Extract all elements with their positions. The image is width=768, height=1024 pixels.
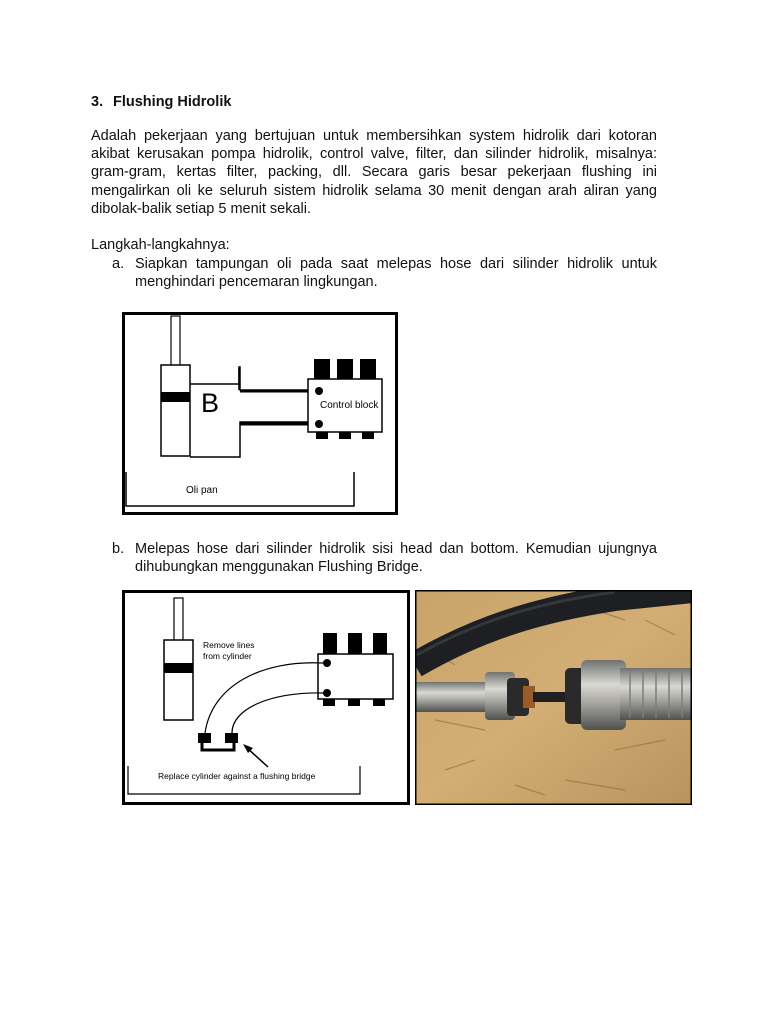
valve-top — [348, 633, 362, 654]
remove-label-line1: Remove lines — [203, 640, 255, 650]
oil-pan-label: Oli pan — [186, 485, 218, 496]
port-dot — [315, 420, 323, 428]
paragraph-line: dibolak-balik setiap 5 menit sekali. — [91, 200, 312, 217]
valve-top — [314, 359, 330, 379]
valve-top — [337, 359, 353, 379]
step-text — [135, 255, 657, 291]
step-line: menghindari pencemaran lingkungan. — [135, 274, 378, 291]
steps-title: Langkah-langkahnya: — [91, 237, 230, 253]
valve-bottom — [373, 699, 385, 706]
section-title: Flushing Hidrolik — [113, 94, 232, 110]
paragraph-line: gram-gram, kertas filter, packing, dll. Secara garis besar pekerjaan flushing ini — [91, 164, 657, 181]
oil-pan-diagram — [122, 312, 398, 515]
step-text — [135, 540, 657, 576]
flushing-bridge-diagram — [122, 590, 410, 805]
cylinder-body — [161, 365, 190, 456]
step-item-a — [112, 255, 657, 295]
step-marker: b. — [112, 541, 125, 557]
step-line: dihubungkan menggunakan Flushing Bridge. — [135, 559, 423, 576]
cylinder-piston — [161, 392, 190, 402]
port-dot — [315, 387, 323, 395]
valve-bottom — [316, 432, 328, 439]
valve-top — [373, 633, 387, 654]
port-dot — [323, 659, 331, 667]
valve-bottom — [323, 699, 335, 706]
valve-bottom — [339, 432, 351, 439]
figure-flushing-bridge-diagram — [122, 590, 410, 805]
replace-label: Replace cylinder against a flushing bridge — [158, 771, 316, 781]
paragraph-line: Adalah pekerjaan yang bertujuan untuk membersihkan system hidrolik dari kotoran — [91, 128, 657, 144]
section-heading — [91, 94, 231, 110]
step-line: Siapkan tampungan oli pada saat melepas hose dari silinder hidrolik untuk — [135, 256, 657, 272]
valve-top — [360, 359, 376, 379]
control-block-label: Control block — [320, 400, 379, 411]
cylinder-body — [164, 640, 193, 720]
step-marker: a. — [112, 256, 125, 272]
remove-label-line2: from cylinder — [203, 651, 252, 661]
hose-coupling-photo — [415, 590, 692, 805]
figure-hose-photo — [415, 590, 692, 805]
cylinder-rod — [174, 598, 183, 641]
cylinder-rod — [171, 316, 180, 366]
bridge-coupler — [225, 733, 238, 743]
intro-paragraph — [91, 127, 657, 218]
valve-top — [323, 633, 337, 654]
cylinder-letter: B — [201, 388, 220, 418]
section-number: 3. — [91, 94, 104, 110]
port-dot — [323, 689, 331, 697]
valve-bottom — [348, 699, 360, 706]
valve-bottom — [362, 432, 374, 439]
figure-oil-pan-diagram — [122, 312, 398, 515]
paragraph-line: akibat kerusakan pompa hidrolik, control valve, filter, dan silinder hidrolik, misalnya: — [91, 146, 657, 163]
right-nut — [581, 660, 626, 730]
left-tube — [415, 682, 490, 712]
step-item-b — [112, 540, 657, 580]
cylinder-piston — [164, 663, 193, 673]
step-line: Melepas hose dari silinder hidrolik sisi head dan bottom. Kemudian ujungnya — [135, 541, 657, 557]
paragraph-line: mengalirkan oli ke seluruh sistem hidrolik selama 30 menit dengan arah aliran yang — [91, 182, 657, 199]
connector-rod — [533, 692, 569, 702]
bridge-coupler — [198, 733, 211, 743]
